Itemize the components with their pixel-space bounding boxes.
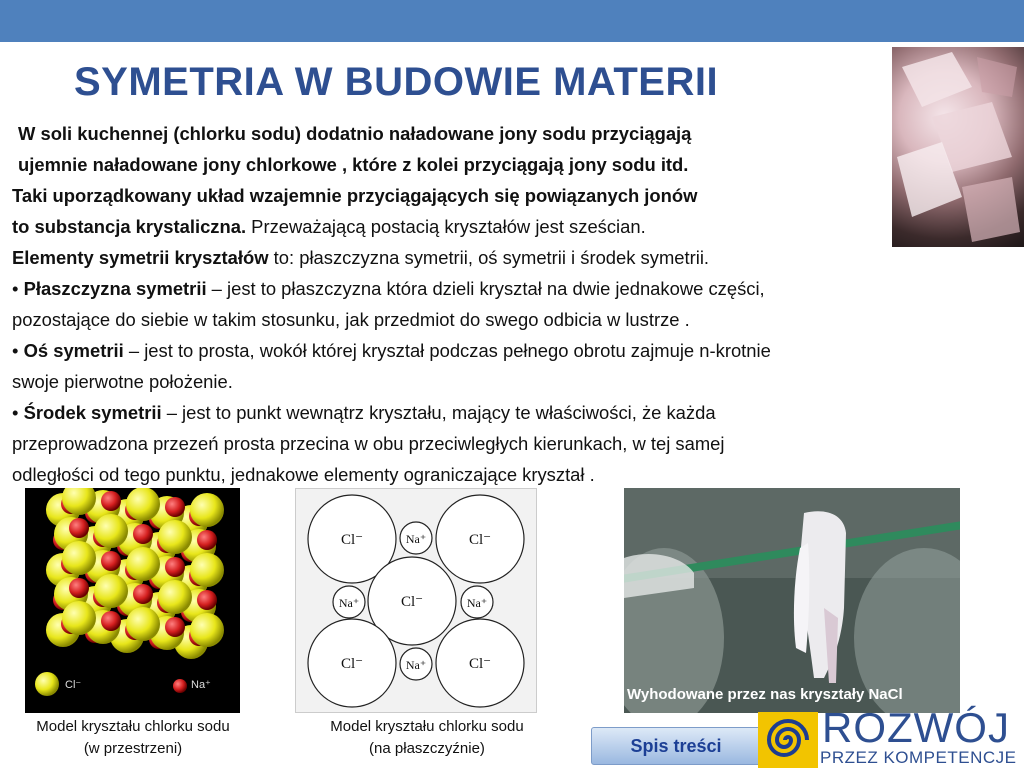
chlorine-sphere	[158, 580, 192, 614]
bold-text: Taki uporządkowany układ wzajemnie przyciągających się powiązanych jonów	[12, 185, 698, 206]
sodium-sphere	[197, 530, 217, 550]
sodium-label: Na⁺	[405, 532, 427, 546]
body-text: pozostające do siebie w takim stosunku, jak przedmiot do swego odbicia w lustrze .	[12, 309, 690, 330]
chlorine-sphere	[190, 553, 224, 587]
chlorine-sphere	[94, 574, 128, 608]
body-text: – jest to prosta, wokół której kryształ podczas pełnego obrotu zajmuje n-krotnie	[123, 340, 771, 361]
paragraph-line	[12, 428, 1002, 459]
bullet-icon: •	[12, 402, 19, 423]
sodium-label: Na⁺	[338, 596, 360, 610]
chlorine-legend-label: Cl⁻	[65, 679, 82, 691]
sodium-sphere	[69, 518, 89, 538]
chlorine-sphere	[126, 607, 160, 641]
chlorine-label: Cl⁻	[400, 594, 424, 610]
caption-line: Model kryształu chlorku sodu	[36, 718, 230, 735]
paragraph-line	[12, 304, 1002, 335]
body-text: – jest to płaszczyzna która dzieli kryształ na dwie jednakowe części,	[206, 278, 765, 299]
bold-text: Elementy symetrii kryształów	[12, 247, 269, 268]
bold-text: ujemnie naładowane jony chlorkowe , które z kolei przyciągają jony sodu itd.	[18, 154, 689, 175]
caption-line: (na płaszczyźnie)	[369, 740, 485, 757]
paragraph-line	[12, 211, 1002, 242]
sodium-sphere	[165, 557, 185, 577]
spiral-icon	[758, 712, 818, 768]
caption-line: (w przestrzeni)	[83, 740, 183, 757]
chlorine-legend-sphere	[35, 672, 59, 696]
sodium-sphere	[101, 551, 121, 571]
paragraph-line	[12, 242, 1002, 273]
bold-text: Oś symetrii	[23, 340, 124, 361]
chlorine-sphere	[94, 514, 128, 548]
slide-body-text	[12, 118, 1002, 490]
chlorine-sphere	[62, 541, 96, 575]
sodium-sphere	[69, 578, 89, 598]
top-bar	[0, 0, 1024, 42]
paragraph-line	[12, 366, 1002, 397]
bullet-axis	[12, 335, 1002, 366]
nacl-3d-model-image	[25, 488, 240, 713]
chlorine-label: Cl⁻	[468, 532, 492, 548]
body-text: Przeważającą postacią kryształów jest sześcian.	[246, 216, 646, 237]
chlorine-sphere	[126, 547, 160, 581]
chlorine-sphere	[62, 601, 96, 635]
chlorine-label: Cl⁻	[340, 532, 364, 548]
chlorine-sphere	[158, 520, 192, 554]
paragraph-line	[12, 180, 1002, 211]
body-text: to: płaszczyzna symetrii, oś symetrii i środek symetrii.	[268, 247, 710, 268]
rozwoj-logo	[758, 704, 1024, 768]
logo-line2: PRZEZ KOMPETENCJE	[820, 748, 1017, 767]
sodium-legend-sphere	[173, 679, 187, 693]
chlorine-sphere	[190, 493, 224, 527]
grown-crystals-photo	[624, 488, 960, 713]
photo-caption: Wyhodowane przez nas kryształy NaCl	[627, 686, 903, 703]
chlorine-label: Cl⁻	[340, 656, 364, 672]
sodium-legend-label: Na⁺	[191, 679, 211, 691]
nacl-2d-model-image	[295, 488, 537, 713]
slide-title: SYMETRIA W BUDOWIE MATERII	[74, 60, 719, 104]
sodium-sphere	[165, 617, 185, 637]
body-text: odległości od tego punktu, jednakowe elementy ograniczające kryształ .	[12, 464, 595, 485]
sodium-sphere	[165, 497, 185, 517]
chlorine-sphere	[190, 613, 224, 647]
sodium-sphere	[133, 524, 153, 544]
sodium-sphere	[101, 611, 121, 631]
sodium-label: Na⁺	[466, 596, 488, 610]
caption-line: Model kryształu chlorku sodu	[330, 718, 524, 735]
caption-3d-model	[8, 716, 258, 760]
bullet-center	[12, 397, 1002, 428]
sodium-sphere	[197, 590, 217, 610]
body-text: swoje pierwotne położenie.	[12, 371, 233, 392]
sodium-sphere	[133, 584, 153, 604]
paragraph-line	[12, 149, 1002, 180]
chlorine-sphere	[126, 488, 160, 521]
body-text: – jest to punkt wewnątrz kryształu, mający te właściwości, że każda	[161, 402, 716, 423]
bullet-icon: •	[12, 340, 19, 361]
bullet-plane	[12, 273, 1002, 304]
logo-line1: ROZWÓJ	[822, 704, 1010, 751]
bold-text: Środek symetrii	[23, 402, 162, 423]
caption-2d-model	[302, 716, 552, 760]
table-of-contents-button[interactable]: Spis treści	[591, 727, 761, 765]
bold-text: W soli kuchennej (chlorku sodu) dodatnio naładowane jony sodu przyciągają	[18, 123, 692, 144]
body-text: przeprowadzona przezeń prosta przecina w obu przeciwległych kierunkach, w tej samej	[12, 433, 725, 454]
bold-text: Płaszczyzna symetrii	[23, 278, 207, 299]
sodium-label: Na⁺	[405, 658, 427, 672]
bold-text: to substancja krystaliczna.	[12, 216, 247, 237]
sodium-sphere	[101, 491, 121, 511]
chlorine-label: Cl⁻	[468, 656, 492, 672]
paragraph-line	[12, 459, 1002, 490]
bullet-icon: •	[12, 278, 19, 299]
paragraph-line	[12, 118, 1002, 149]
